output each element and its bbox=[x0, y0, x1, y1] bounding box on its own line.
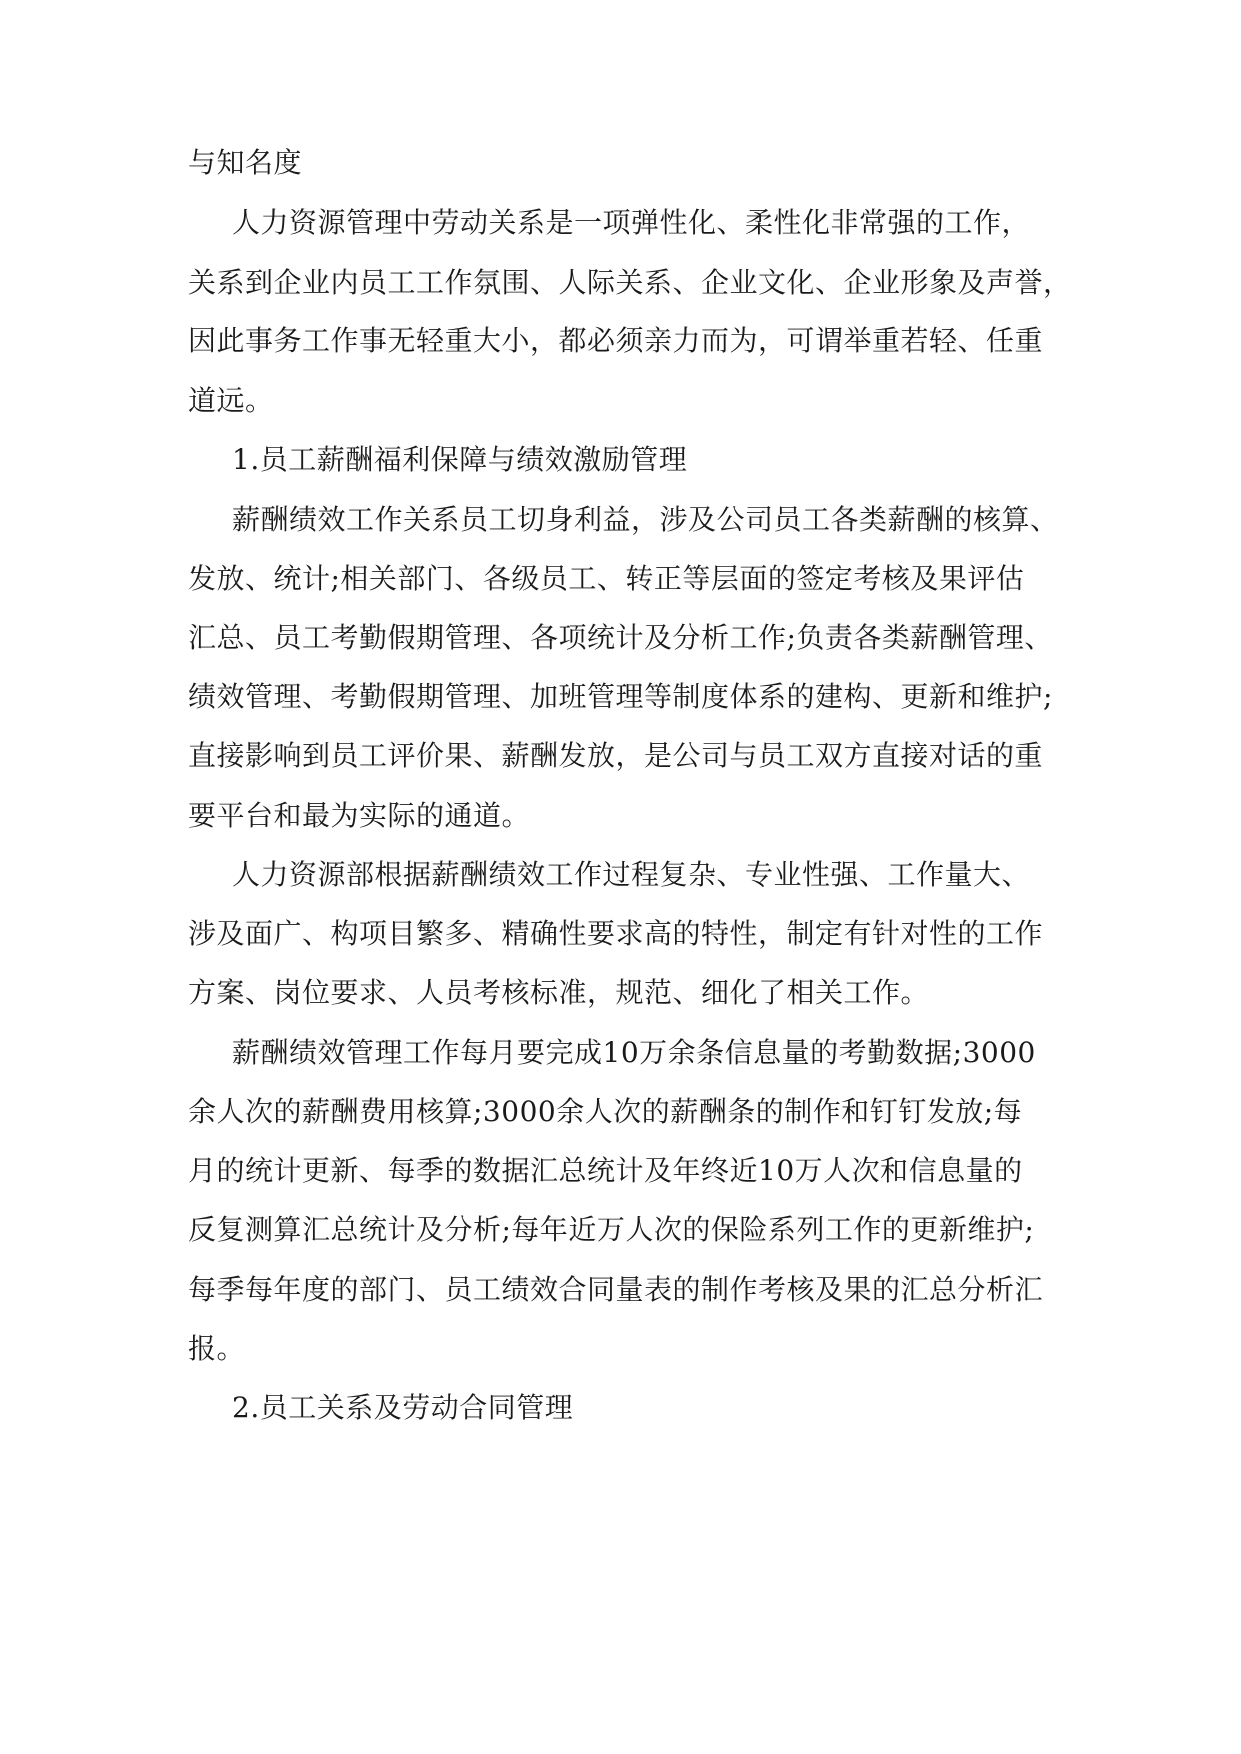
text-line: 绩效管理、考勤假期管理、加班管理等制度体系的建构、更新和维护; bbox=[188, 680, 1053, 713]
text-line: 余人次的薪酬费用核算;3000余人次的薪酬条的制作和钉钉发放;每 bbox=[188, 1095, 1023, 1128]
text-line: 关系到企业内员工工作氛围、人际关系、企业文化、企业形象及声誉， bbox=[188, 266, 1072, 299]
text-line: 反复测算汇总统计及分析;每年近万人次的保险系列工作的更新维护; bbox=[188, 1213, 1035, 1246]
text-line: 方案、岗位要求、人员考核标准，规范、细化了相关工作。 bbox=[188, 976, 930, 1009]
paragraph-first-line: 薪酬绩效工作关系员工切身利益，涉及公司员工各类薪酬的核算、 bbox=[232, 503, 1059, 536]
paragraph-first-line: 薪酬绩效管理工作每月要完成10万余条信息量的考勤数据;3000 bbox=[232, 1036, 1036, 1069]
text-line: 涉及面广、构项目繁多、精确性要求高的特性，制定有针对性的工作 bbox=[188, 917, 1044, 950]
text-line: 与知名度 bbox=[188, 146, 303, 179]
text-line: 发放、统计;相关部门、各级员工、转正等层面的签定考核及果评估 bbox=[188, 562, 1025, 595]
text-line: 直接影响到员工评价果、薪酬发放，是公司与员工双方直接对话的重 bbox=[188, 739, 1044, 772]
paragraph-first-line: 人力资源管理中劳动关系是一项弹性化、柔性化非常强的工作， bbox=[232, 206, 1031, 239]
text-line: 每季每年度的部门、员工绩效合同量表的制作考核及果的汇总分析汇 bbox=[188, 1273, 1044, 1306]
text-line: 汇总、员工考勤假期管理、各项统计及分析工作;负责各类薪酬管理、 bbox=[188, 621, 1053, 654]
text-line: 月的统计更新、每季的数据汇总统计及年终近10万人次和信息量的 bbox=[188, 1154, 1023, 1187]
section-heading: 1.员工薪酬福利保障与绩效激励管理 bbox=[232, 443, 688, 476]
text-line: 报。 bbox=[188, 1332, 246, 1365]
section-heading: 2.员工关系及劳动合同管理 bbox=[232, 1391, 574, 1424]
text-line: 要平台和最为实际的通道。 bbox=[188, 799, 531, 832]
paragraph-first-line: 人力资源部根据薪酬绩效工作过程复杂、专业性强、工作量大、 bbox=[232, 858, 1031, 891]
text-line: 因此事务工作事无轻重大小，都必须亲力而为，可谓举重若轻、任重 bbox=[188, 324, 1044, 357]
text-line: 道远。 bbox=[188, 384, 274, 417]
